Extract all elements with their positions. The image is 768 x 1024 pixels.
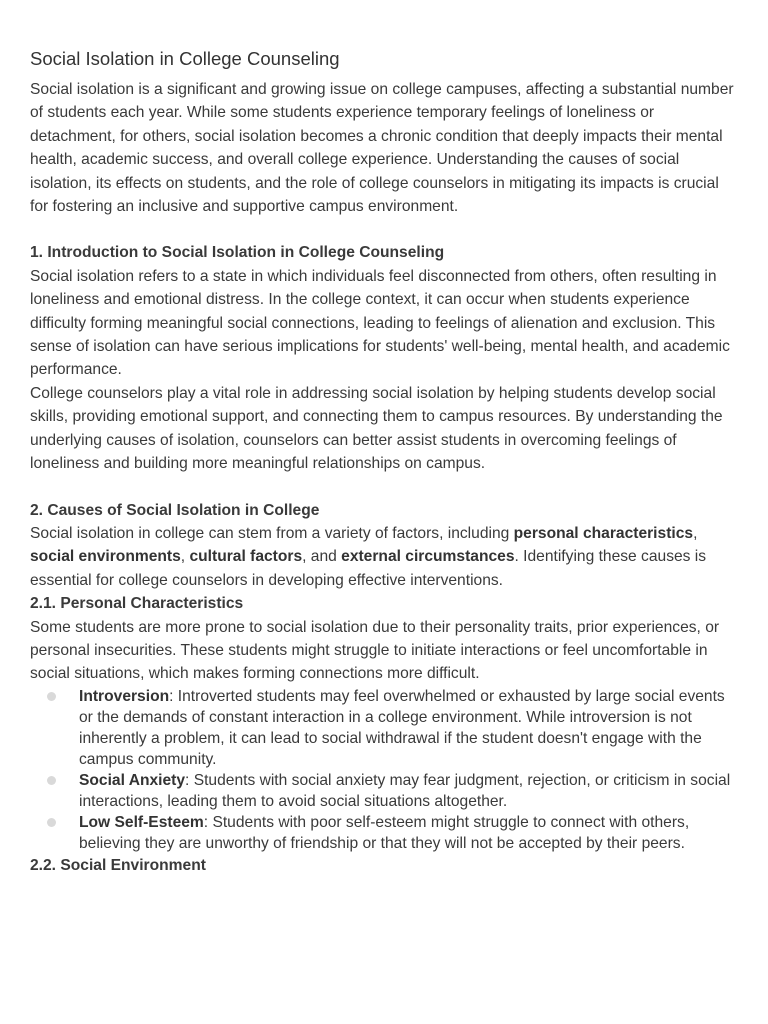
bold-term: cultural factors (189, 548, 303, 566)
bold-term: social environments (30, 548, 181, 566)
bullet-list (30, 686, 740, 854)
text-run: , and (302, 548, 342, 566)
bullet-term: Introversion (79, 687, 170, 705)
section-1-paragraph-1: Social isolation refers to a state in which individuals feel disconnected from others, often resulting in loneliness and emotional distress. In the college context, it can occur when students experience difficulty forming meaningful social connections, leading to feelings of alienation and exclusion. This sense of isolation can have serious implications for students' well-being, mental health, and academic performance. (30, 267, 730, 379)
subsection-2-1-heading: 2.1. Personal Characteristics (30, 595, 244, 613)
section-1-heading: 1. Introduction to Social Isolation in College Counseling (30, 244, 445, 262)
bullet-term: Low Self-Esteem (79, 813, 204, 831)
bullet-icon (47, 818, 56, 827)
text-run: , (180, 548, 190, 566)
bullet-icon (47, 692, 56, 701)
list-item (79, 686, 740, 770)
bullet-text: : Students with poor self-esteem might struggle to connect with others, believing they are unworthy of friendship or that they will not be accepted by their peers. (79, 813, 690, 852)
bullet-term: Social Anxiety (79, 771, 186, 789)
bullet-icon (47, 776, 56, 785)
section-2-paragraph-1 (30, 522, 740, 592)
spacer (30, 476, 740, 499)
document-title: Social Isolation in College Counseling (30, 48, 340, 69)
subsection-2-2-heading: 2.2. Social Environment (30, 856, 206, 874)
text-run: Social isolation in college can stem from a variety of factors, including (30, 524, 514, 542)
section-2-heading: 2. Causes of Social Isolation in College (30, 501, 320, 519)
spacer (30, 218, 740, 241)
text-run: . Identifying these causes is essential for college counselors in developing effective interventions. (30, 548, 707, 589)
intro-paragraph: Social isolation is a significant and growing issue on college campuses, affecting a substantial number of students each year. While some students experience temporary feelings of loneliness or detachment, for others, social isolation becomes a chronic condition that deeply impacts their mental health, academic success, and overall college experience. Understanding the causes of social isolation, its effects on students, and the role of college counselors in mitigating its impacts is crucial for fostering an inclusive and supportive campus environment. (30, 81, 734, 216)
section-1-paragraph-2: College counselors play a vital role in addressing social isolation by helping students develop social skills, providing emotional support, and connecting them to campus resources. By understanding the underlying causes of isolation, counselors can better assist students in overcoming feelings of loneliness and building more meaningful relationships on campus. (30, 384, 723, 473)
bold-term: external circumstances (341, 548, 515, 566)
bullet-text: : Students with social anxiety may fear judgment, rejection, or criticism in social interactions, leading them to avoid social situations altogether. (79, 771, 731, 810)
list-item (79, 770, 740, 812)
text-run: , (693, 524, 698, 542)
subsection-2-1-paragraph: Some students are more prone to social isolation due to their personality traits, prior experiences, or personal insecurities. These students might struggle to initiate interactions or feel uncomfortable in social situations, which makes forming connections more difficult. (30, 618, 720, 683)
list-item (79, 812, 740, 854)
bold-term: personal characteristics (513, 524, 694, 542)
bullet-text: : Introverted students may feel overwhelmed or exhausted by large social events or the demands of constant interaction in a college environment. While introversion is not inherently a problem, it can lead to social withdrawal if the student doesn't engage with the campus community. (79, 687, 725, 768)
